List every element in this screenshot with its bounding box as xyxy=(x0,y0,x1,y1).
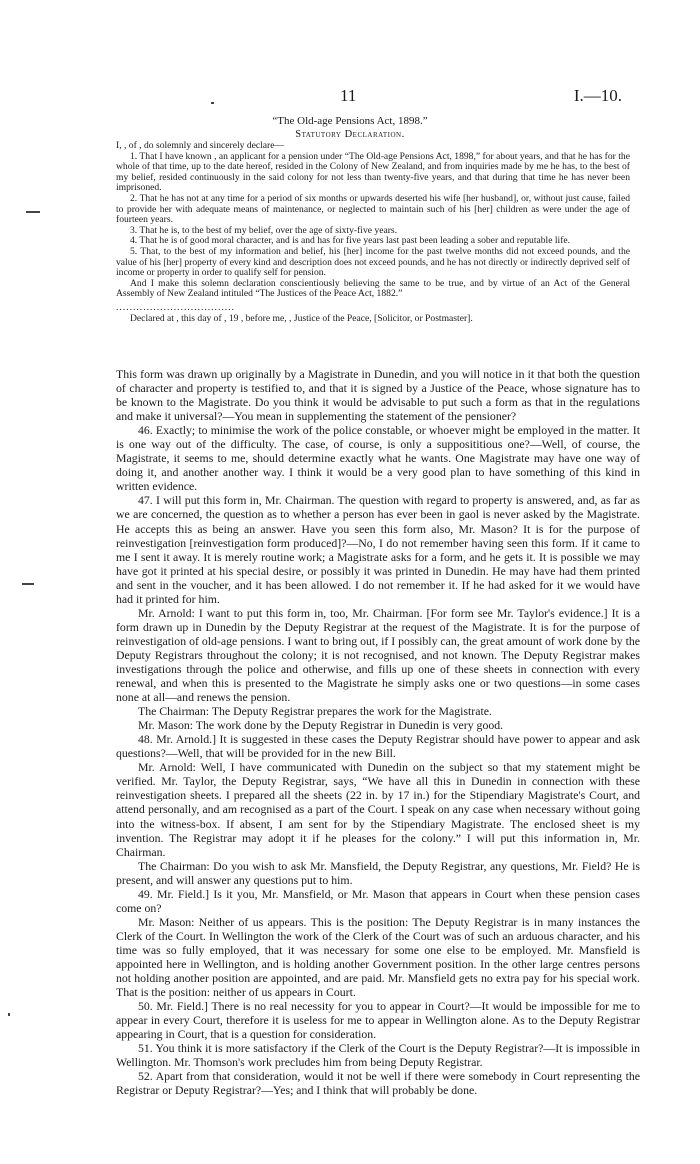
paragraph: 46. Exactly; to minimise the work of the police constable, or whoever might be employed in the matter. It is one way out of the difficulty. The case, of course, is only a supposititious one?—Well, of course, the Magistrate, it seems to me, should determine exactly what he wants. One Magistrate may have one way of doing it, and another another way. I think it would be a very good plan to have something of this kind in written evidence. xyxy=(116,423,640,494)
paragraph: 47. I will put this form in, Mr. Chairman. The question with regard to property is answered, and, as far as we are concerned, the question as to whether a person has ever been in gaol is never asked by the Magistrate. He accepts this as being an answer. Have you seen this form also, Mr. Mason? It is for the purpose of reinvestigation [reinvestigation form produced]?—No, I do not remember having seen this form. If it came to me I sent it away. It is merely routine work; a Magistrate asks for a form, and he gets it. It is possible we may have got it printed at his special desire, or possibly it was printed in Dunedin. He may have had them printed and sent in the voucher, and it has been allowed. I do not remember it. If he had asked for it we would have had it printed for him. xyxy=(116,493,640,606)
paragraph: The Chairman: The Deputy Registrar prepares the work for the Magistrate. xyxy=(138,704,492,719)
paragraph: This form was drawn up originally by a Magistrate in Dunedin, and you will notice in it that both the question of character and property is testified to, and that it is signed by a Justice of the Peace, whose signature has to be known to the Magistrate. Do you think it would be advisable to put such a form as that in the regulations and make it universal?—You mean in supplementing the statement of the pensioner? xyxy=(116,367,640,424)
page-number: 11 xyxy=(340,86,357,105)
signature-line: ................................... xyxy=(116,301,235,313)
margin-mark xyxy=(22,583,34,585)
margin-mark xyxy=(8,1013,10,1016)
declaration-line: I, , of , do solemnly and sincerely declare— xyxy=(116,140,285,151)
declaration-line: 5. That, to the best of my information and belief, his [her] income for the past twelve months did not exceed pounds, and the value of his [her] property of every kind and description does not exceed pounds, and he has not directly or indirectly deprived self of income or property in order to qualify self for pension. xyxy=(116,245,630,279)
evidence-text xyxy=(116,367,640,1097)
paragraph: 49. Mr. Field.] Is it you, Mr. Mansfield, or Mr. Mason that appears in Court when these pension cases come on? xyxy=(116,886,640,915)
declaration-line: 4. That he is of good moral character, and is and has for five years last past been leading a sober and reputable life. xyxy=(130,235,571,247)
declaration-title-block xyxy=(0,115,700,141)
paragraph: Mr. Arnold: Well, I have communicated with Dunedin on the subject so that my statement might be verified. Mr. Taylor, the Deputy Registrar, says, “We have all this in Dunedin in connection with these reinvestigation sheets. I prepared all the sheets (22 in. by 17 in.) for the Stipendiary Magistrate's Court, and attend personally, and am recognised as a part of the Court. I speak on any case when necessary without going into the witness-box. If absent, I am sent for by the Stipendiary Magistrate. The enclosed sheet is my invention. The Registrar may adopt it if he pleases for the colony.” I will put this information in, Mr. Chairman. xyxy=(116,760,640,859)
declaration-subtitle: Statutory Declaration. xyxy=(295,129,405,140)
declaration-line: Declared at , this day of , 19 , before me, , Justice of the Peace, [Solicitor, or Postmaster]. xyxy=(130,312,473,324)
paragraph: Mr. Mason: The work done by the Deputy Registrar in Dunedin is very good. xyxy=(138,718,504,733)
paragraph: 51. You think it is more satisfactory if the Clerk of the Court is the Deputy Registrar?—It is impossible in Wellington. Mr. Thomson's work precludes him from being Deputy Registrar. xyxy=(116,1041,640,1070)
paragraph: The Chairman: Do you wish to ask Mr. Mansfield, the Deputy Registrar, any questions, Mr. Field? He is present, and will answer any questions put to him. xyxy=(116,858,640,887)
paragraph: Mr. Arnold: I want to put this form in, too, Mr. Chairman. [For form see Mr. Taylor's evidence.] It is a form drawn up in Dunedin by the Deputy Registrar at the request of the Magistrate. It is for the purpose of reinvestigation of old-age pensions. I want to bring out, if I possibly can, the great amount of work done by the Deputy Registrars throughout the colony; it is not recognised, and not known. The Deputy Registrar makes investigations through the police and otherwise, and fills up one of these sheets in connection with every renewal, and when this is presented to the Magistrate he simply asks one or two questions—in some cases none at all—and renews the pension. xyxy=(116,605,640,705)
paragraph: 48. Mr. Arnold.] It is suggested in these cases the Deputy Registrar should have power to appear and ask questions?—Well, that will be provided for in the new Bill. xyxy=(116,732,640,761)
declaration-line: 1. That I have known , an applicant for a pension under “The Old-age Pensions Act, 1898,” for about years, and that he has for the whole of that time, up to the date hereof, resided in the Colony of New Zealand, and from inquiries made by me he has, to the best of my belief, resided continuously in the said colony for not less than twenty-five years, and that during that time he has never been imprisoned. xyxy=(116,150,630,194)
declaration-line: And I make this solemn declaration conscientiously believing the same to be true, and by virtue of an Act of the General Assembly of New Zealand intituled “The Justices of the Peace Act, 1882.” xyxy=(116,277,630,300)
declaration-title: “The Old-age Pensions Act, 1898.” xyxy=(272,115,428,127)
document-reference: I.—10. xyxy=(573,86,622,105)
paragraph: 52. Apart from that consideration, would it not be well if there were somebody in Court representing the Registrar or Deputy Registrar?—Yes; and I think that will probably be done. xyxy=(116,1069,640,1098)
declaration-line: 2. That he has not at any time for a period of six months or upwards deserted his wife [her husband], or, without just cause, failed to provide her with adequate means of maintenance, or neglected to maintain such of his [her] children as were under the age of fourteen years. xyxy=(116,192,630,226)
margin-mark xyxy=(26,211,40,213)
margin-mark xyxy=(211,102,214,104)
declaration-form xyxy=(116,141,630,324)
paragraph: Mr. Mason: Neither of us appears. This is the position: The Deputy Registrar is in many instances the Clerk of the Court. In Wellington the work of the Clerk of the Court was of such an arduous character, and his time was so fully employed, that it was necessary for some one else to be employed. Mr. Mansfield is appointed here in Wellington, and is holding another Government position. In the other large centres persons not holding another position are appointed, and are paid. Mr. Mansfield gets no extra pay for his special work. That is the position: neither of us appears in Court. xyxy=(116,914,640,1000)
declaration-line: 3. That he is, to the best of my belief, over the age of sixty-five years. xyxy=(130,224,398,236)
paragraph: 50. Mr. Field.] There is no real necessity for you to appear in Court?—It would be impossible for me to appear in every Court, therefore it is useless for me to appear in Wellington alone. As to the Deputy Registrar appearing in Court, that is a question for consideration. xyxy=(116,999,640,1042)
